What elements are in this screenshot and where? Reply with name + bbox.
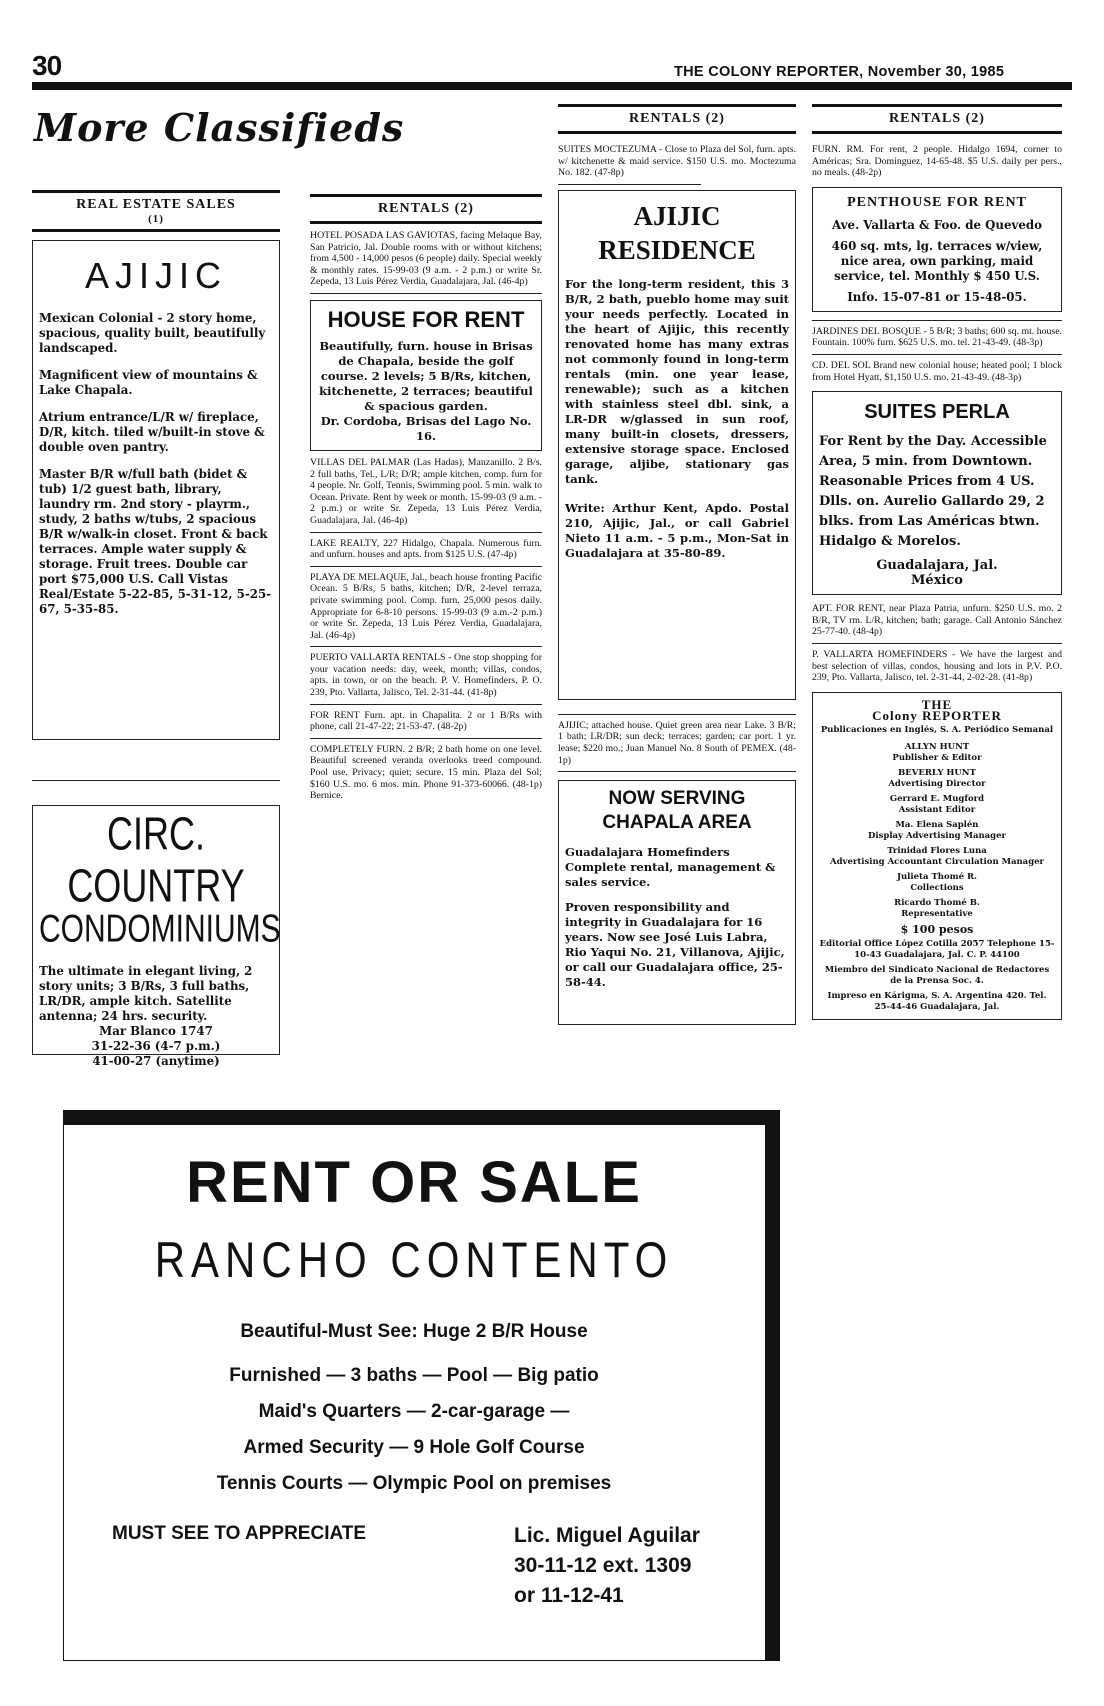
staff-office: Editorial Office López Cotilla 2057 Telephone 15-10-43 Guadalajara, Jal. C. P. 44100	[819, 938, 1055, 960]
ad-title: HOUSE FOR RENT	[327, 306, 525, 332]
staff-box	[812, 692, 1062, 1020]
divider	[558, 184, 701, 185]
divider	[310, 738, 542, 739]
penthouse-ad	[812, 187, 1062, 312]
classified-for-rent: FOR RENT Furn. apt. in Chapalita. 2 or 1 B/Rs with phone, call 21-47-22; 21-53-47. (48-2p)	[310, 709, 542, 733]
divider	[812, 354, 1062, 355]
divider	[32, 780, 280, 781]
section-heading: RENTALS (2)	[378, 201, 474, 216]
ad-title: AJIJIC	[84, 255, 227, 296]
ad-paragraph: Mexican Colonial - 2 story home, spacious, quality built, beautifully landscaped.	[39, 311, 266, 355]
ad-title: CIRC. COUNTRY	[67, 806, 245, 912]
staff-member: Miembro del Sindicato Nacional de Redactores de la Prensa Soc. 4.	[824, 964, 1050, 986]
classified-hotel: HOTEL POSADA LAS GAVIOTAS, facing Melaque Bay, San Patricio, Jal. Double rooms with or without kitchens; from 4,500 - 14,000 pesos (6 people) daily. Special weekly & monthly rates. 15-99-03 (9 a.m. - 2 p.m.) or write Sr. Zepeda, 13 Luis Pérez Verdia, Guadalajara, Jal. (46-4p)	[310, 230, 542, 288]
ad-contact: Mar Blanco 1747	[99, 1024, 213, 1038]
divider	[812, 104, 1062, 107]
ad-title: RESIDENCE	[598, 234, 756, 265]
staff-name: Ma. Elena Saplén	[895, 819, 979, 830]
divider	[310, 221, 542, 224]
classified-furn-rm: FURN. RM. For rent, 2 people. Hidalgo 1694, corner to Américas; Sra. Dominguez, 14-65-48. $5 U.S. daily per pers., no meals. (48-2p)	[812, 144, 1062, 179]
classified-jardines: JARDINES DEL BOSQUE - 5 B/R; 3 baths; 600 sq. mt. house. Fountain. 100% furn. $625 U.S. mo. tel. 21-43-49. (48-3p)	[812, 325, 1063, 349]
classified-apt: APT. FOR RENT, near Plaza Patria, unfurn. $250 U.S. mo. 2 B/R, TV rm. L/R, kitchen; bath; garage. Call Antonio Sánchez 25-77-40. (48-4p)	[812, 603, 1062, 638]
staff-paper-name: Colony REPORTER	[872, 707, 1002, 723]
divider	[310, 194, 542, 197]
ad-body: 460 sq. mts, lg. terraces w/view, nice area, own parking, maid service, tel. Monthly $ 450 U.S.	[831, 238, 1043, 283]
ad-cta: MUST SEE TO APPRECIATE	[112, 1523, 367, 1544]
staff-name: Gerrard E. Mugford	[889, 793, 985, 804]
divider	[558, 131, 796, 134]
divider	[812, 643, 1062, 644]
ad-contact: 31-22-36 (4-7 p.m.)	[91, 1039, 221, 1053]
ad-title: NOW SERVING CHAPALA AREA	[602, 788, 752, 834]
staff-role: Advertising Director	[888, 778, 986, 789]
ajijic-residence-ad	[558, 190, 796, 700]
ad-paragraph: Magnificent view of mountains & Lake Chapala.	[39, 368, 258, 397]
ad-title: AJIJIC	[633, 200, 721, 231]
staff-name: Julieta Thomé R.	[896, 871, 978, 882]
classified-completely-furn: COMPLETELY FURN. 2 B/R; 2 bath home on one level. Beautiful screened veranda overlooks treed compound. Pool use. Privacy; quiet; secure. 15 min. Plaza del Sol; $160 U.S. mo. 6 mos. min. Phone 91-373-60066. (48-1p) Bernice.	[310, 743, 542, 802]
ad-contact: Dr. Cordoba, Brisas del Lago No. 16.	[320, 413, 532, 443]
staff-role: Assistant Editor	[898, 804, 976, 815]
ad-shadow	[64, 1111, 779, 1125]
divider	[310, 532, 542, 533]
staff-printed: Impreso en Kárigma, S. A. Argentina 420. Tel. 25-44-46 Guadalajara, Jal.	[827, 990, 1047, 1012]
rancho-contento-ad	[63, 1110, 780, 1661]
suites-perla-ad	[812, 391, 1062, 595]
divider	[32, 190, 280, 193]
section-number: (1)	[148, 213, 164, 225]
ad-contact-block	[514, 1521, 700, 1611]
section-heading: REAL ESTATE SALES	[76, 197, 236, 212]
classified-villas: VILLAS DEL PALMAR (Las Hadas), Manzanillo. 2 B/s. 2 full baths, Tel., L/R; D/R; ample kitchen, comp. furn for 4 people. Nr. Golf, Tennis, Swimming pool. 5 min. walk to Ocean. Private. Rent by week or month. 15-99-03 (9 a.m. - 2 p.m.) or write Sr. Zepeda, 13 Luis Pérez Verdia, Guadalajara, Jal. (46-4p)	[310, 456, 542, 526]
ad-body: Beautifully, furn. house in Brisas de Chapala, beside the golf course. 2 levels; 5 B/Rs, kitchen, kitchenette, 2 terraces; beautiful & spacious garden.	[319, 338, 533, 413]
ad-feature-line: Beautiful-Must See: Huge 2 B/R House	[240, 1321, 588, 1342]
ad-shadow	[765, 1111, 779, 1660]
column-3	[558, 100, 796, 1095]
ad-contact: 30-11-12 ext. 1309	[514, 1554, 692, 1577]
section-heading: RENTALS (2)	[629, 111, 725, 126]
classified-cd-del-sol: CD. DEL SOL Brand new colonial house; heated pool; 1 block from Hotel Hyatt, $1,150 U.S. mo. 21-43-49. (48-3p)	[812, 359, 1062, 383]
ad-body: Guadalajara Homefinders Complete rental, management & sales service.	[565, 845, 776, 890]
staff-role: Display Advertising Manager	[867, 830, 1006, 841]
divider	[310, 566, 542, 567]
ad-contact: Write: Arthur Kent, Apdo. Postal 210, Ajijic, Jal., or call Gabriel Nieto 11 a.m. - 5 p.m., Mon-Sat in Guadalajara at 35-80-89.	[565, 500, 789, 560]
ad-feature-line: Maid's Quarters — 2-car-garage —	[258, 1401, 570, 1422]
ad-paragraph: Atrium entrance/L/R w/ fireplace, D/R, kitch. tiled w/built-in stove & double oven pantry.	[39, 410, 265, 454]
ad-contact: or 11-12-41	[514, 1584, 624, 1607]
ad-title: CONDOMINIUMS	[39, 907, 281, 951]
classified-puerto-vallarta: PUERTO VALLARTA RENTALS - One stop shopping for your vacation needs: day, week, month; villas, condos, apts. in town, or on the beach. P. V. Homefinders, P. O. 239, Pto. Vallarta, Jalisco, Tel. 2-31-44. (41-8p)	[310, 652, 542, 699]
divider	[310, 646, 542, 647]
ad-contact: Info. 15-07-81 or 15-48-05.	[847, 289, 1027, 304]
staff-name: Ricardo Thomé B.	[894, 897, 980, 908]
column-2	[310, 190, 542, 1095]
ad-contact: Lic. Miguel Aguilar	[514, 1524, 700, 1547]
ad-feature-line: Furnished — 3 baths — Pool — Big patio	[229, 1365, 599, 1386]
ajijic-sale-ad	[32, 240, 280, 740]
ad-body: For Rent by the Day. Accessible Area, 5 min. from Downtown. Reasonable Prices from 4 US. Dlls. on. Aurelio Gallardo 29, 2 blks. from Las Américas btwn. Hidalgo & Morelos.	[819, 434, 1047, 550]
divider	[32, 229, 280, 232]
staff-name: ALLYN HUNT	[904, 741, 970, 752]
ad-feature-line: Armed Security — 9 Hole Golf Course	[243, 1437, 585, 1458]
ad-headline: RENT OR SALE	[186, 1150, 642, 1215]
divider	[310, 293, 542, 294]
column-1	[32, 100, 405, 1100]
ad-paragraph: Master B/R w/full bath (bidet & tub) 1/2 guest bath, library, laundry rm. 2nd story - playrm., study, 2 baths w/tubs, 2 spacious B/R w/walk-in closet. Front & back terraces. Ample water supply & storage. Fruit trees. Double car port $75,000 U.S. Call Vistas Real/Estate 5-22-85, 5-31-12, 5-25-67, 5-35-85.	[39, 467, 272, 616]
staff-role: Advertising Accountant Circulation Manager	[829, 856, 1045, 867]
masthead: THE COLONY REPORTER, November 30, 1985	[674, 64, 1005, 80]
ad-body: Proven responsibility and integrity in Guadalajara for 16 years. Now see José Luis Labra, Rio Yaqui No. 21, Villanova, Ajijic, or call our Guadalajara office, 25-58-44.	[565, 900, 785, 990]
circ-country-ad	[32, 805, 281, 1068]
divider	[558, 104, 796, 107]
classified-playa: PLAYA DE MELAQUE, Jal., beach house fronting Pacific Ocean. 5 B/Rs, 5 baths, kitchen; D/R, 2-level terraza, private swimming pool. Comp. furn. 25,000 pesos daily. Appropriate for 6-8-10 persons. 15-99-03 (9 a.m.-2 p.m.) or write Sr. Zepeda, 13 Luis Pérez Verdia, Guadalajara, Jal. (46-4p)	[310, 571, 542, 641]
ad-country: México	[911, 573, 963, 589]
staff-the: THE	[921, 696, 953, 712]
staff-role: Representative	[901, 908, 973, 919]
top-rule	[32, 82, 1072, 90]
classified-lake-realty: LAKE REALTY, 227 Hidalgo, Chapala. Numerous furn. and unfurn. houses and apts. from $125 U.S. (47-4p)	[310, 537, 542, 561]
column-4	[812, 100, 1062, 1670]
staff-price: $ 100 pesos	[900, 922, 974, 936]
page-number: 30	[32, 50, 62, 81]
divider	[310, 704, 542, 705]
now-serving-ad	[558, 780, 796, 1025]
ad-ranch-name: RANCHO CONTENTO	[154, 1231, 674, 1288]
divider	[812, 320, 1062, 321]
divider	[558, 771, 796, 772]
staff-role: Publisher & Editor	[892, 752, 982, 763]
divider	[558, 714, 796, 715]
staff-name: Trinidad Flores Luna	[887, 845, 987, 856]
classified-ajijic-attached: AJIJIC; attached house. Quiet green area near Lake. 3 B/R; 1 bath; LR/DR; sun deck; terraces; garden; car port. 1 yr. lease; $220 mo.; Juan Manuel No. 8 South of PEMEX. (48-1p)	[558, 719, 796, 766]
section-heading: RENTALS (2)	[889, 111, 985, 126]
staff-name: BEVERLY HUNT	[898, 767, 976, 778]
more-classifieds-banner: More Classifieds	[34, 105, 405, 150]
ad-title: PENTHOUSE FOR RENT	[847, 194, 1027, 210]
ad-body: For the long-term resident, this 3 B/R, 2 bath, pueblo home may suit your needs perfectly. Located in the heart of Ajijic, this recently renovated home has many extras not commonly found in long-term rentals (min. one year lease, renewable); such as a kitchen with stainless steel dbl. sink, a LR-DR w/glassed in sun roof, many built-in closets, dressers, extensive storage space. Enclosed garage, aljibe, stationary gas tank.	[565, 276, 789, 486]
staff-role: Collections	[910, 882, 964, 893]
divider	[812, 131, 1062, 134]
ad-feature-line: Tennis Courts — Olympic Pool on premises	[216, 1473, 612, 1494]
ad-title: SUITES PERLA	[864, 401, 1010, 424]
classified-pv-homefinders: P. VALLARTA HOMEFINDERS - We have the largest and best selection of villas, condos, housing and lots in P.V. P.O. 239, Pto. Vallarta, Jalisco, tel. 2-31-44, 2-02-28. (41-8p)	[812, 648, 1062, 684]
ad-body: The ultimate in elegant living, 2 story units; 3 B/Rs, 3 full baths, LR/DR, ample kitch. Satellite antenna; 24 hrs. security.	[39, 964, 253, 1023]
classified-suites-moctezuma: SUITES MOCTEZUMA - Close to Plaza del Sol, furn. apts. w/ kitchenette & maid service. $150 U.S. mo. Moctezuma No. 182. (47-8p)	[558, 144, 796, 179]
ad-address: Ave. Vallarta & Foo. de Quevedo	[832, 217, 1042, 232]
staff-subtitle: Publicaciones en Inglés, S. A. Periódico Semanal	[820, 724, 1054, 735]
ad-city: Guadalajara, Jal.	[876, 558, 998, 574]
ad-contact: 41-00-27 (anytime)	[92, 1054, 220, 1068]
house-for-rent-ad	[310, 300, 542, 451]
